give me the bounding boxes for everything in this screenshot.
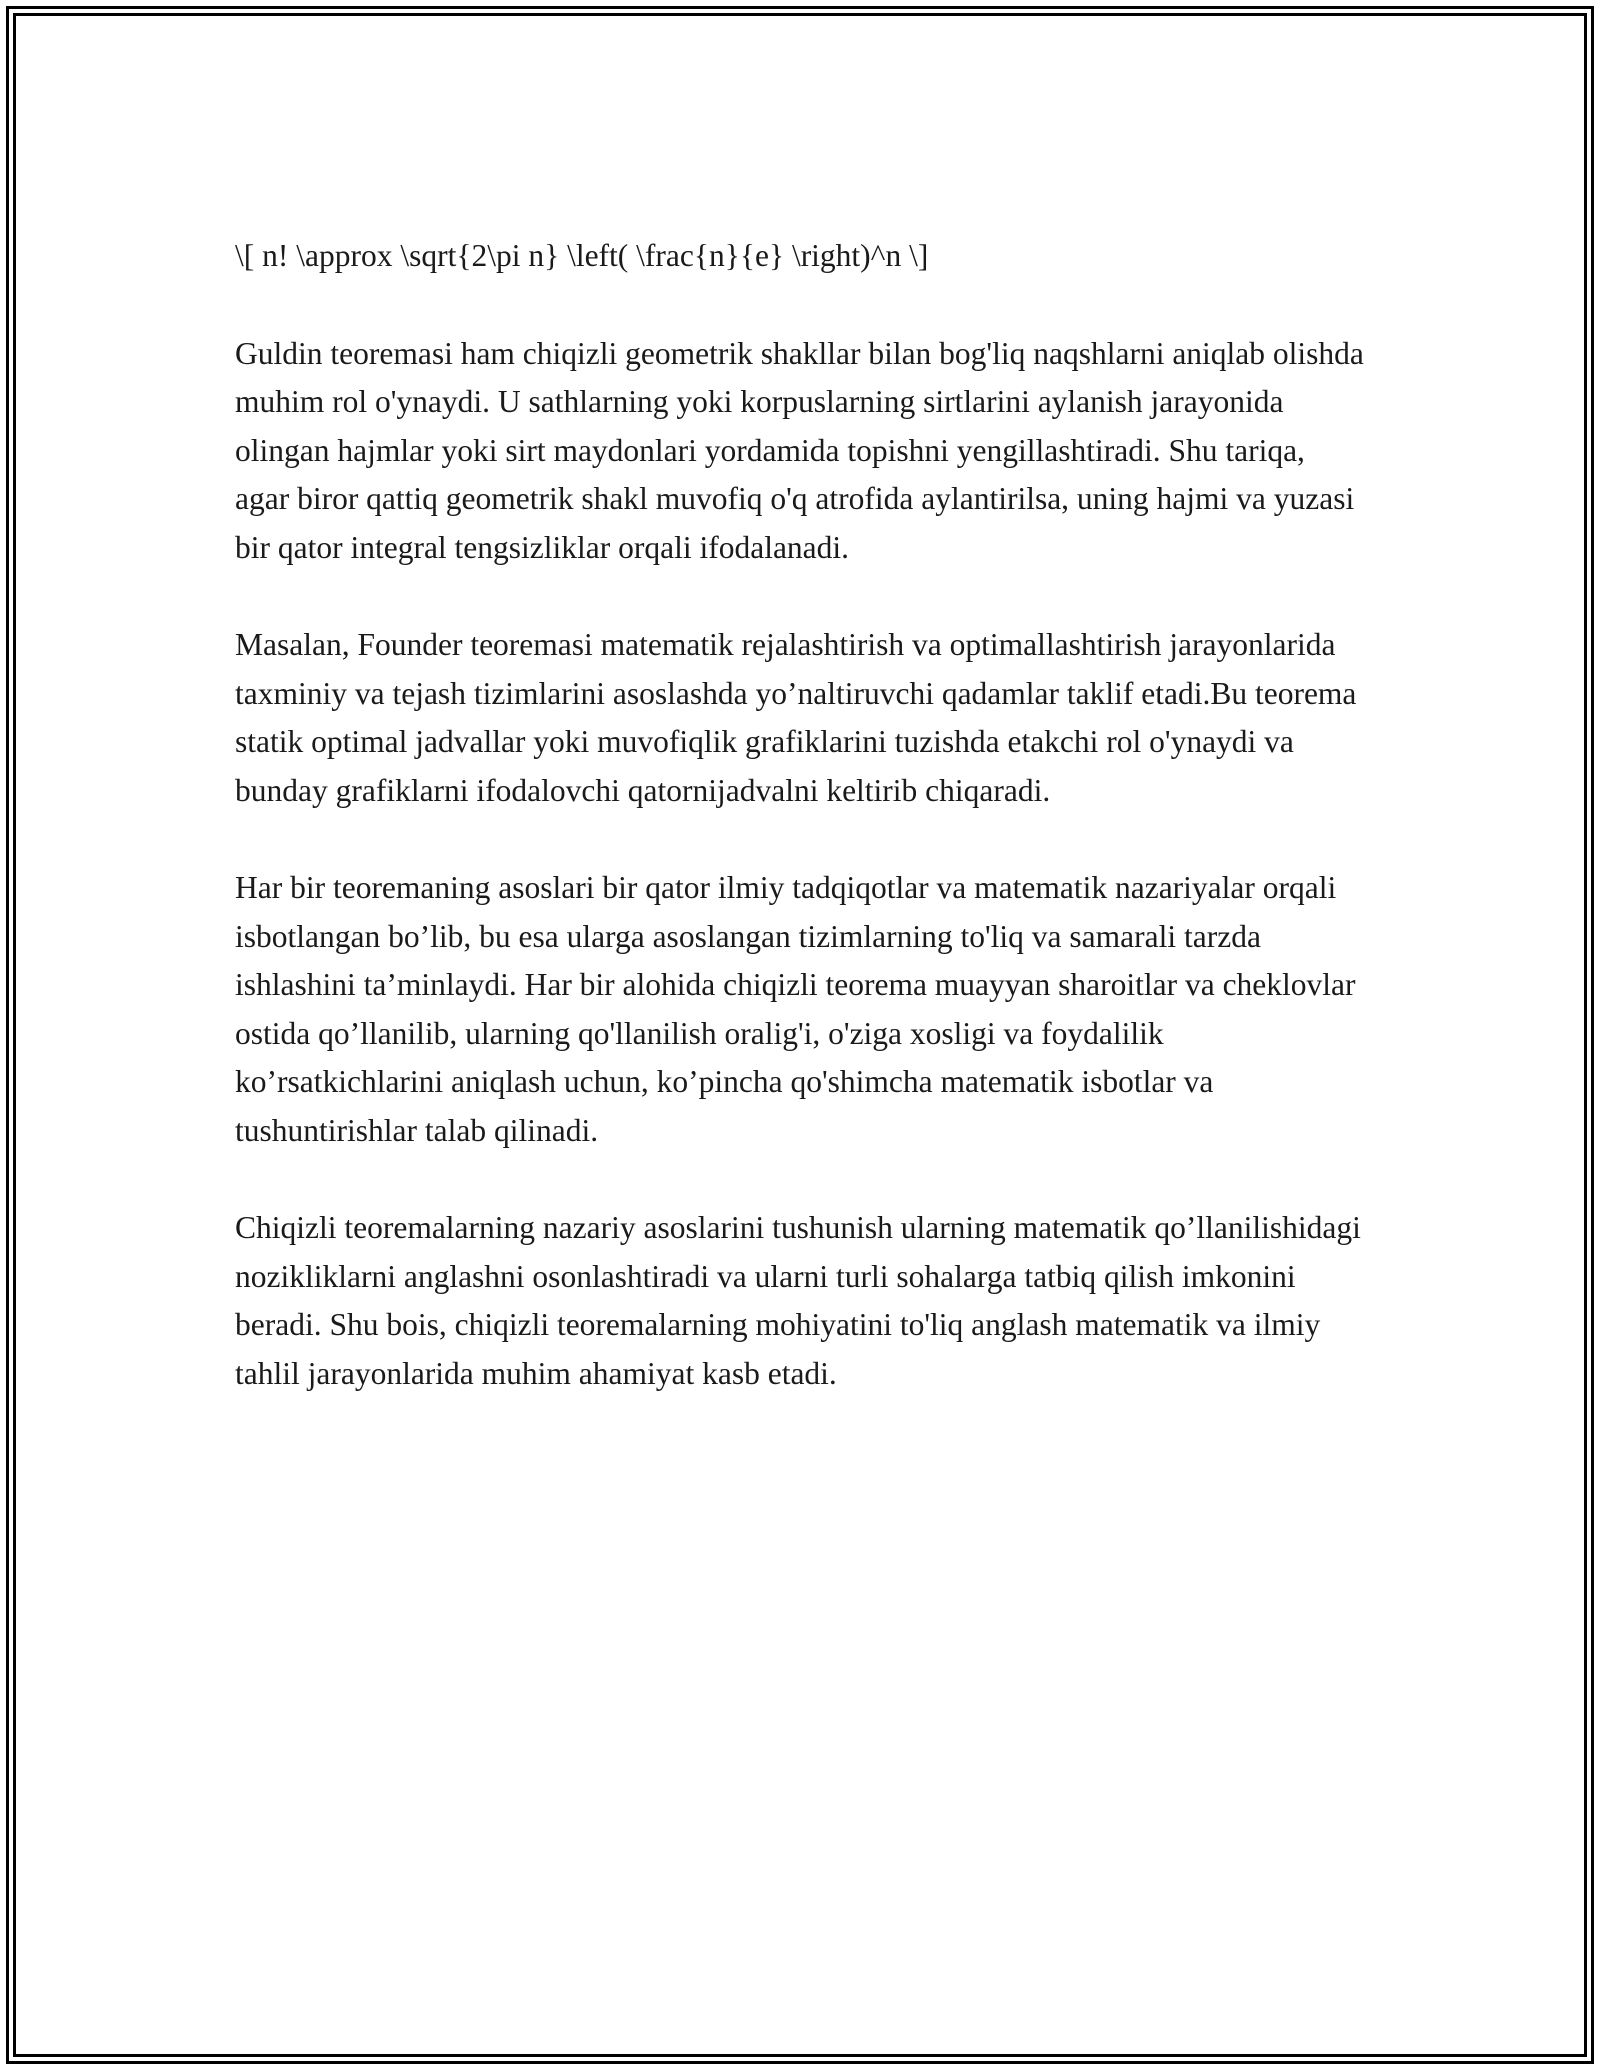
stirling-formula: \[ n! \approx \sqrt{2\pi n} \left( \frac{n}{e} \right)^n \] <box>235 238 929 273</box>
paragraph-founder: Masalan, Founder teoremasi matematik rejalashtirish va optimallashtirish jarayonlarida taxminiy va tejash tizimlarini asoslashda yo’naltiruvchi qadamlar taklif etadi.Bu teorema statik optimal jadvallar yoki muvofiqlik grafiklarini tuzishda etakchi rol o'ynaydi va bunday grafiklarni ifodalovchi qatornijadvalni keltirib chiqaradi. <box>235 627 1357 808</box>
document-body <box>235 232 1365 1447</box>
paragraph-conclusion: Chiqizli teoremalarning nazariy asoslarini tushunish ularning matematik qo’llanilishidagi nozikliklarni anglashni osonlashtiradi va ularni turli sohalarga tatbiq qilish imkonini beradi. Shu bois, chiqizli teoremalarning mohiyatini to'liq anglash matematik va ilmiy tahlil jarayonlarida muhim ahamiyat kasb etadi. <box>235 1210 1361 1391</box>
paragraph-foundations: Har bir teoremaning asoslari bir qator ilmiy tadqiqotlar va matematik nazariyalar orqali isbotlangan bo’lib, bu esa ularga asoslangan tizimlarning to'liq va samarali tarzda ishlashini ta’minlaydi. Har bir alohida chiqizli teorema muayyan sharoitlar va cheklovlar ostida qo’llanilib, ularning qo'llanilish oralig'i, o'ziga xosligi va foydalilik ko’rsatkichlarini aniqlash uchun, ko’pincha qo'shimcha matematik isbotlar va tushuntirishlar talab qilinadi. <box>235 870 1356 1148</box>
paragraph-guldin: Guldin teoremasi ham chiqizli geometrik shakllar bilan bog'liq naqshlarni aniqlab olishda muhim rol o'ynaydi. U sathlarning yoki korpuslarning sirtlarini aylanish jarayonida olingan hajmlar yoki sirt maydonlari yordamida topishni yengillashtiradi. Shu tariqa, agar biror qattiq geometrik shakl muvofiq o'q atrofida aylantirilsa, uning hajmi va yuzasi bir qator integral tengsizliklar orqali ifodalanadi. <box>235 335 1364 565</box>
